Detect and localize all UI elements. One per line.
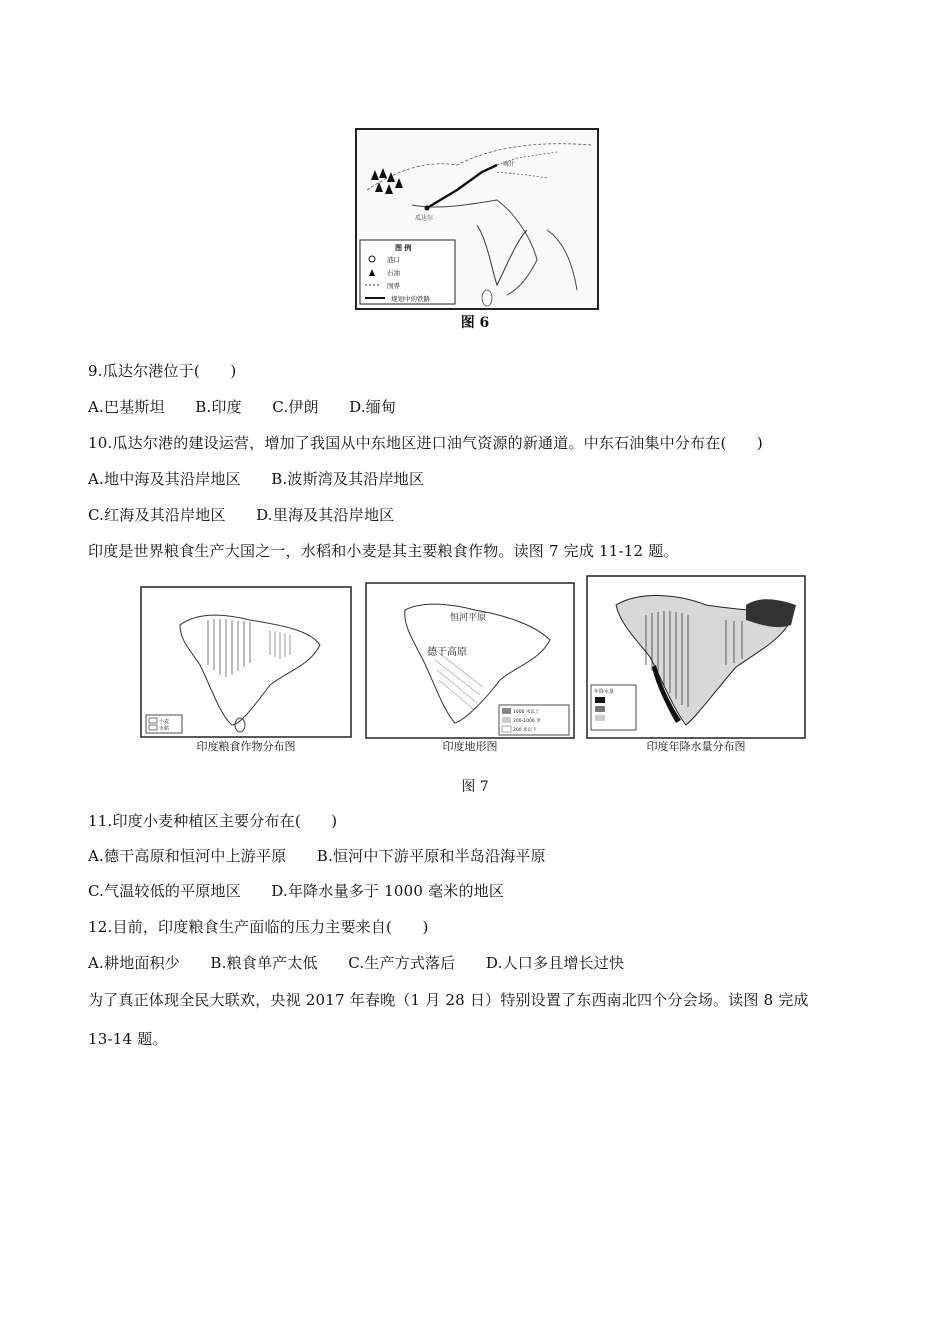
crop-map-title: 印度粮食作物分布图 (196, 740, 296, 753)
legend-railway: 规划中的铁路 (391, 295, 430, 303)
figure-7-caption: 图 7 (461, 779, 489, 795)
crop-map-svg (140, 575, 352, 750)
legend-title: 图 例 (395, 244, 412, 252)
figure-6-map (355, 128, 599, 310)
figure-7-panel-terrain (365, 575, 575, 753)
terrain-legend-2: 200-1000 米 (513, 719, 541, 724)
question-10-options-2: C.红海及其沿岸地区 D.里海及其沿岸地区 (88, 506, 395, 524)
oil-icons (371, 168, 403, 194)
terrain-legend-1: 1000 米以上 (513, 710, 540, 715)
terrain-legend-3: 200 米以下 (513, 728, 537, 733)
terrain-label-plateau: 德干高原 (427, 647, 467, 658)
railway-map-svg (357, 130, 597, 308)
figure-7-intro: 印度是世界粮食生产大国之一，水稻和小麦是其主要粮食作物。读图 7 完成 11-12 题。 (88, 542, 679, 560)
terrain-map-title: 印度地形图 (442, 740, 498, 753)
crop-legend-wheat: 小麦 (159, 719, 170, 725)
figure-7-panel-rainfall (586, 575, 806, 753)
question-11-options-1: A.德干高原和恒河中上游平原 B.恒河中下游平原和半岛沿海平原 (88, 847, 546, 865)
question-9-stem: 9.瓜达尔港位于( ) (88, 362, 237, 380)
question-12-stem: 12.目前，印度粮食生产面临的压力主要来自( ) (88, 918, 429, 936)
legend-border: 国界 (387, 282, 400, 290)
figure-6-caption: 图 6 (460, 315, 490, 331)
figure-8-intro-1: 为了真正体现全民大联欢，央视 2017 年春晚（1 月 28 日）特别设置了东西南北四个分会场。读图 8 完成 (88, 991, 809, 1009)
question-10-stem: 10.瓜达尔港的建设运营，增加了我国从中东地区进口油气资源的新通道。中东石油集中分布在( ) (88, 434, 763, 452)
legend-oil: 石油 (387, 269, 400, 277)
rainfall-map-title: 印度年降水量分布图 (646, 740, 746, 753)
city-label: 喀什 (503, 161, 516, 168)
port-dot (425, 206, 430, 211)
legend-port: 港口 (387, 256, 400, 264)
terrain-map-svg (365, 575, 575, 750)
figure-8-intro-2: 13-14 题。 (88, 1030, 168, 1048)
question-11-stem: 11.印度小麦种植区主要分布在( ) (88, 812, 338, 830)
question-12-options: A.耕地面积少 B.粮食单产太低 C.生产方式落后 D.人口多且增长过快 (88, 954, 625, 972)
question-11-options-2: C.气温较低的平原地区 D.年降水量多于 1000 毫米的地区 (88, 882, 505, 900)
question-9-options: A.巴基斯坦 B.印度 C.伊朗 D.缅甸 (88, 398, 397, 416)
rainfall-map-svg (586, 575, 806, 750)
port-label: 瓜达尔 (415, 215, 434, 222)
rainfall-legend-title: 年降水量 (594, 689, 615, 695)
terrain-label-plain: 恒河平原 (450, 613, 487, 623)
figure-7-panel-crops (140, 575, 352, 753)
question-10-options-1: A.地中海及其沿岸地区 B.波斯湾及其沿岸地区 (88, 470, 425, 488)
crop-legend-rice: 水稻 (159, 726, 170, 732)
